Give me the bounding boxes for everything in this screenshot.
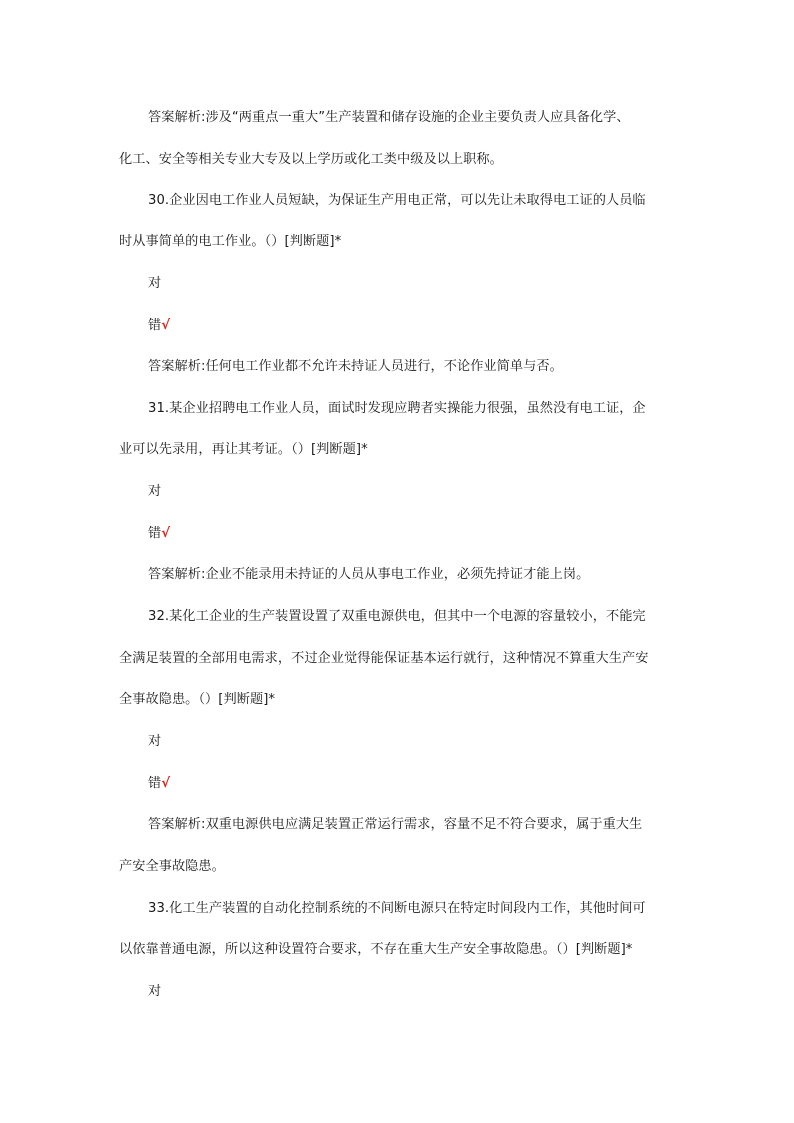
question-30-text-line2: 时从事简单的电工作业。（）[判断题]* (119, 234, 342, 249)
question-33-text-line1: 33.化工生产装置的自动化控制系统的不间断电源只在特定时间段内工作，其他时间可 (148, 901, 646, 916)
analysis-q29-line2: 化工、安全等相关专业大专及以上学历或化工类中级及以上职称。 (119, 152, 503, 167)
question-32-option-false-label: 错 (148, 776, 162, 791)
analysis-q32-line1: 答案解析:双重电源供电应满足装置正常运行需求，容量不足不符合要求，属于重大生 (148, 817, 643, 832)
analysis-q29-line1: 答案解析:涉及“两重点一重大”生产装置和储存设施的企业主要负责人应具备化学、 (148, 110, 630, 125)
question-32-text-line3: 全事故隐患。（）[判断题]* (119, 692, 276, 707)
answer-check-icon: √ (161, 776, 171, 791)
question-31-option-false-label: 错 (148, 526, 162, 541)
analysis-q32-line2: 产安全事故隐患。 (119, 859, 225, 874)
question-33-option-true: 对 (148, 984, 162, 999)
question-31-option-false (148, 525, 708, 543)
question-32-option-true: 对 (148, 734, 162, 749)
answer-check-icon: √ (161, 318, 171, 333)
answer-check-icon: √ (161, 526, 171, 541)
question-31-option-true: 对 (148, 484, 162, 499)
question-33-text-line2: 以依靠普通电源，所以这种设置符合要求，不存在重大生产安全事故隐患。（）[判断题]* (119, 942, 633, 957)
question-30-option-false-label: 错 (148, 318, 162, 333)
question-31-text-line2: 业可以先录用，再让其考证。（）[判断题]* (119, 442, 368, 457)
analysis-q30: 答案解析:任何电工作业都不允许未持证人员进行，不论作业简单与否。 (148, 359, 563, 374)
analysis-q31: 答案解析:企业不能录用未持证的人员从事电工作业，必须先持证才能上岗。 (148, 567, 590, 582)
question-32-text-line1: 32.某化工企业的生产装置设置了双重电源供电，但其中一个电源的容量较小，不能完 (148, 609, 646, 624)
question-30-option-true: 对 (148, 276, 162, 291)
question-30-option-false (148, 317, 708, 335)
question-31-text-line1: 31.某企业招聘电工作业人员，面试时发现应聘者实操能力很强，虽然没有电工证，企 (148, 401, 646, 416)
question-32-text-line2: 全满足装置的全部用电需求，不过企业觉得能保证基本运行就行，这种情况不算重大生产安 (119, 651, 649, 666)
question-30-text-line1: 30.企业因电工作业人员短缺，为保证生产用电正常，可以先让未取得电工证的人员临 (148, 193, 646, 208)
question-32-option-false (148, 775, 708, 793)
